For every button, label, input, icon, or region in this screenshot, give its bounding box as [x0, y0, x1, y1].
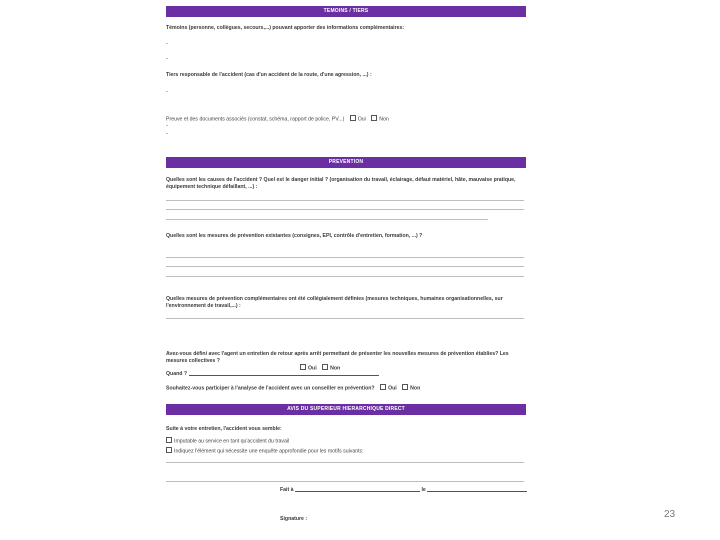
answer-line[interactable] [166, 462, 524, 463]
fait-a-le-row [280, 486, 527, 494]
question-return-interview: Avez-vous défini avec l'agent un entretien de retour après arrêt permettant de présenter les nouvelles mesures de prévention établies? Les mesures collectives ? [166, 351, 509, 364]
avis-option-2 [166, 447, 364, 455]
answer-line[interactable] [166, 209, 524, 210]
question-analysis [166, 384, 420, 392]
documents-non-label: Non [379, 116, 389, 123]
avis-option-1-label: Imputable au service en tant qu'accident du travail [174, 438, 290, 445]
answer-line[interactable] [166, 481, 524, 482]
page-number: 23 [664, 509, 676, 520]
analysis-oui-checkbox[interactable] [380, 384, 386, 390]
question-witnesses: Témoins (personne, collègues, secours,...) pouvant apporter des informations complémentaires: [166, 25, 405, 31]
le-label: le [421, 487, 426, 493]
date-input-line[interactable] [427, 486, 527, 492]
answer-line[interactable] [166, 276, 524, 277]
documents-oui-checkbox[interactable] [350, 115, 356, 121]
answer-line[interactable] [166, 257, 524, 258]
section-header-avis: AVIS DU SUPERIEUR HIERARCHIQUE DIRECT [166, 404, 526, 415]
section-header-temoins: TEMOINS / TIERS [166, 6, 526, 17]
question-causes: Quelles sont les causes de l'accident ? Quel est le danger initial ? (organisation du travail, éclairage, défaut matériel, hâte, mauvaise pratique, équipement technique défaillant, ...) : [166, 177, 516, 190]
question-existing-measures: Quelles sont les mesures de prévention existantes (consignes, EPI, contrôle d'entretien, formation, ...) ? [166, 233, 423, 239]
when-input-line[interactable] [189, 370, 379, 376]
question-complementary-measures: Quelles mesures de prévention complémentaires ont été collégialement définies (mesures techniques, humaines organisationnelles, sur l'environnement de travail,...) : [166, 296, 503, 309]
witness-dash-2: - [166, 56, 168, 62]
analysis-non-label: Non [410, 385, 421, 392]
question-documents [166, 115, 389, 123]
fait-a-input-line[interactable] [295, 486, 420, 492]
analysis-oui-label: Oui [388, 385, 397, 392]
document-page [166, 0, 526, 540]
avis-option-2-label: Indiquez l'élément qui nécessite une enquête approfondie pour les motifs suivants: [174, 448, 364, 455]
fait-a-label: Fait à [280, 487, 294, 493]
question-when-label: Quand ? [166, 371, 188, 377]
section-header-prevention: PREVENTION [166, 157, 526, 168]
signature-label: Signature : [280, 516, 308, 522]
answer-line[interactable] [166, 266, 524, 267]
avis-option-1-checkbox[interactable] [166, 437, 172, 443]
documents-non-checkbox[interactable] [371, 115, 377, 121]
witness-dash-1: - [166, 41, 168, 47]
documents-dash-1: - [166, 123, 168, 129]
avis-intro: Suite à votre entretien, l'accident vous semble: [166, 426, 282, 432]
question-analysis-label: Souhaitez-vous participer à l'analyse de l'accident avec un conseiller en prévention? [166, 385, 375, 392]
documents-oui-label: Oui [357, 116, 366, 123]
third-party-dash: - [166, 89, 168, 95]
answer-line[interactable] [166, 318, 524, 319]
interview-oui-label: Oui [308, 365, 317, 372]
question-when [166, 370, 379, 378]
avis-option-2-checkbox[interactable] [166, 447, 172, 453]
answer-line[interactable] [166, 200, 524, 201]
question-third-party: Tiers responsable de l'accident (cas d'un accident de la route, d'une agression, ...) : [166, 72, 372, 78]
documents-dash-2: - [166, 131, 168, 137]
avis-option-1 [166, 437, 289, 445]
answer-line[interactable] [166, 219, 488, 220]
interview-non-label: Non [330, 365, 341, 372]
analysis-non-checkbox[interactable] [402, 384, 408, 390]
question-documents-label: Preuve et des documents associés (constat, schéma, rapport de police, PV...) [166, 116, 345, 123]
